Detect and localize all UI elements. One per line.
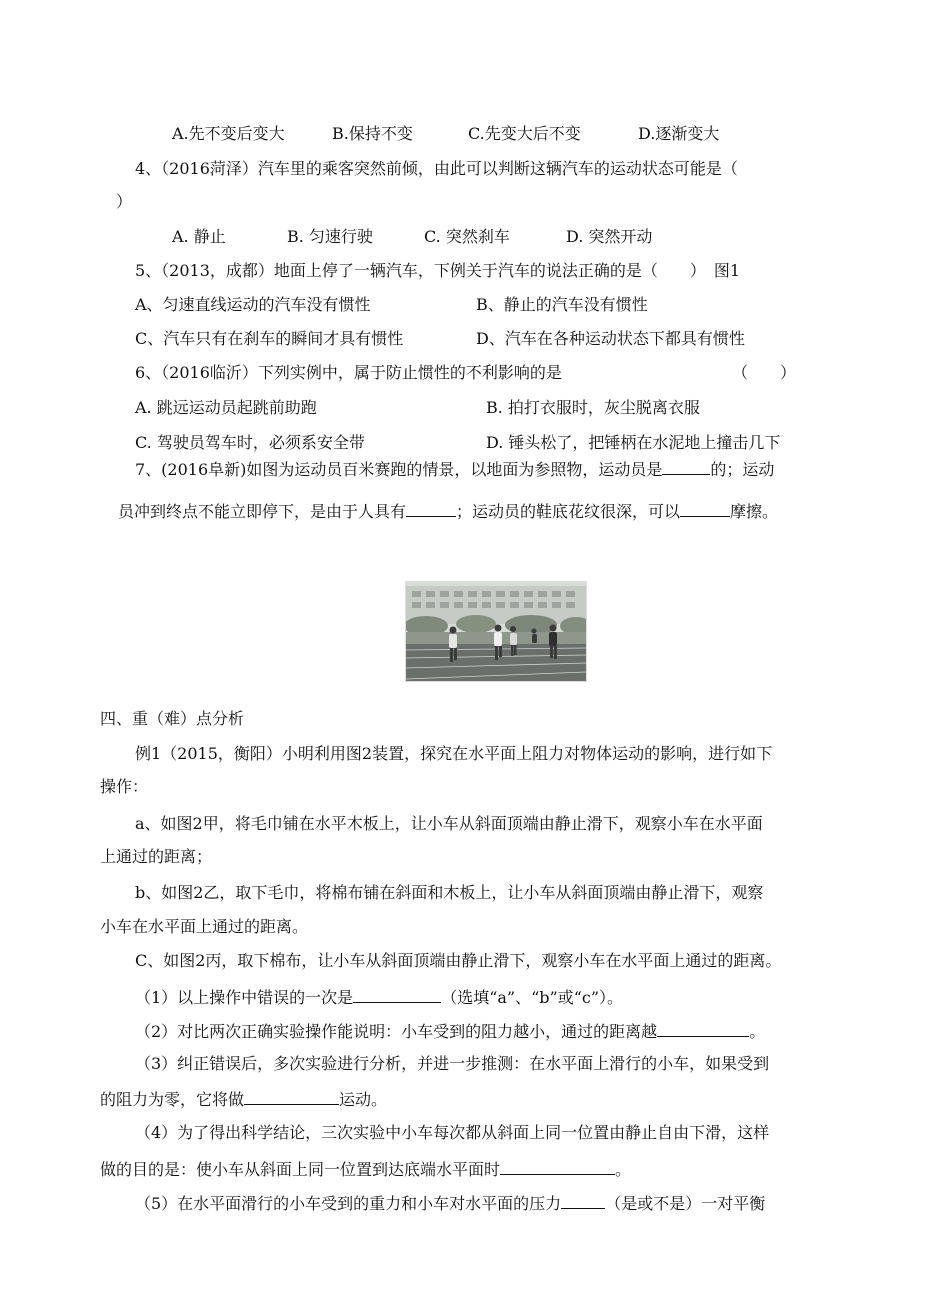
- question-1-text-b: （选填“a”、“b”或“c”）。: [441, 988, 624, 1007]
- q6-option-b: B. 拍打衣服时，灰尘脱离衣服: [486, 398, 700, 417]
- q5-option-d: D、汽车在各种运动状态下都具有惯性: [476, 329, 745, 348]
- q6-option-d: D. 锤头松了，把锤柄在水泥地上撞击几下: [486, 433, 781, 452]
- question-3-text-b: 运动。: [339, 1090, 388, 1109]
- q5-option-c: C、汽车只有在刹车的瞬间才具有惯性: [135, 329, 404, 348]
- question-4-line-1: （4）为了得出科学结论，三次实验中小车每次都从斜面上同一位置由静止自由下滑，这样: [135, 1123, 770, 1142]
- q4-option-c: C. 突然刹车: [424, 227, 510, 246]
- q7-blank-3[interactable]: [680, 498, 730, 517]
- q3-option-c: C.先变大后不变: [468, 124, 581, 143]
- q6-option-c: C. 驾驶员驾车时，必须系安全带: [135, 433, 365, 452]
- q3-option-d: D.逐渐变大: [638, 124, 720, 143]
- question-1-text-a: （1）以上操作中错误的一次是: [135, 988, 354, 1007]
- q7-line1: [135, 456, 774, 482]
- question-1-blank[interactable]: [353, 984, 441, 1003]
- question-3-blank[interactable]: [244, 1086, 339, 1105]
- q7-text-1b: 的；运动: [710, 460, 775, 479]
- q7-blank-2[interactable]: [406, 498, 456, 517]
- question-5: [135, 1190, 765, 1216]
- q5-stem: 5、（2013，成都）地面上停了一辆汽车，下例关于汽车的说法正确的是（ ） 图1: [135, 261, 741, 280]
- question-4-line-2: [100, 1156, 631, 1182]
- q7-text-2a: 员冲到终点不能立即停下，是由于人具有: [118, 502, 407, 521]
- sprint-race-photo: [405, 581, 587, 682]
- question-1: [135, 984, 623, 1010]
- question-3-line-1: （3）纠正错误后，多次实验进行分析，并进一步推测：在水平面上滑行的小车，如果受到: [135, 1054, 770, 1073]
- q5-option-a: A、匀速直线运动的汽车没有惯性: [135, 295, 371, 314]
- q7-text-2c: 摩擦。: [730, 502, 779, 521]
- q7-blank-1[interactable]: [662, 456, 710, 475]
- example-1-line-2: 操作：: [100, 777, 149, 796]
- question-2-text-a: （2）对比两次正确实验操作能说明：小车受到的阻力越小，通过的距离越: [135, 1022, 658, 1041]
- step-a-line-1: a、如图2甲，将毛巾铺在水平木板上，让小车从斜面顶端由静止滑下，观察小车在水平面: [135, 814, 763, 833]
- q4-option-a: A. 静止: [172, 227, 226, 246]
- question-4-blank[interactable]: [500, 1156, 615, 1175]
- q7-line2: [118, 498, 778, 524]
- q6-stem: 6、（2016临沂）下列实例中，属于防止惯性的不利影响的是: [135, 363, 562, 382]
- question-5-text-a: （5）在水平面滑行的小车受到的重力和小车对水平面的压力: [135, 1194, 562, 1213]
- q4-option-b: B. 匀速行驶: [287, 227, 373, 246]
- question-3-line-2: [100, 1086, 387, 1112]
- question-3-text-a: 的阻力为零，它将做: [100, 1090, 245, 1109]
- question-5-blank[interactable]: [561, 1190, 605, 1209]
- step-b-line-1: b、如图2乙，取下毛巾，将棉布铺在斜面和木板上，让小车从斜面顶端由静止滑下，观察: [135, 883, 764, 902]
- q4-stem: 4、（2016菏泽）汽车里的乘客突然前倾，由此可以判断这辆汽车的运动状态可能是（: [135, 159, 738, 178]
- q5-option-b: B、静止的汽车没有惯性: [476, 295, 648, 314]
- q7-text-2b: ；运动员的鞋底花纹很深，可以: [456, 502, 681, 521]
- q7-text-1a: 7、(2016阜新)如图为运动员百米赛跑的情景，以地面为参照物，运动员是: [135, 460, 663, 479]
- q6-option-a: A. 跳远运动员起跳前助跑: [135, 398, 317, 417]
- example-1-line-1: 例1（2015，衡阳）小明利用图2装置，探究在水平面上阻力对物体运动的影响，进行如下: [135, 744, 773, 763]
- q3-option-a: A.先不变后变大: [172, 124, 285, 143]
- step-a-line-2: 上通过的距离；: [100, 847, 213, 866]
- q4-stem-end: ）: [116, 192, 133, 211]
- step-c-line-1: C、如图2丙，取下棉布，让小车从斜面顶端由静止滑下，观察小车在水平面上通过的距离。: [135, 951, 782, 970]
- section-4-title: 四、重（难）点分析: [100, 709, 245, 728]
- step-b-line-2: 小车在水平面上通过的距离。: [100, 917, 309, 936]
- question-5-text-b: （是或不是）一对平衡: [605, 1194, 766, 1213]
- q3-option-b: B.保持不变: [332, 124, 413, 143]
- q4-option-d: D. 突然开动: [566, 227, 653, 246]
- q6-answer-bracket: （ ）: [732, 363, 797, 382]
- question-2-text-b: 。: [749, 1022, 766, 1041]
- question-2: [135, 1018, 765, 1044]
- question-4-text-a: 做的目的是：使小车从斜面上同一位置到达底端水平面时: [100, 1160, 501, 1179]
- sprint-race-illustration: [406, 582, 586, 681]
- question-2-blank[interactable]: [657, 1018, 749, 1037]
- question-4-text-b: 。: [615, 1160, 632, 1179]
